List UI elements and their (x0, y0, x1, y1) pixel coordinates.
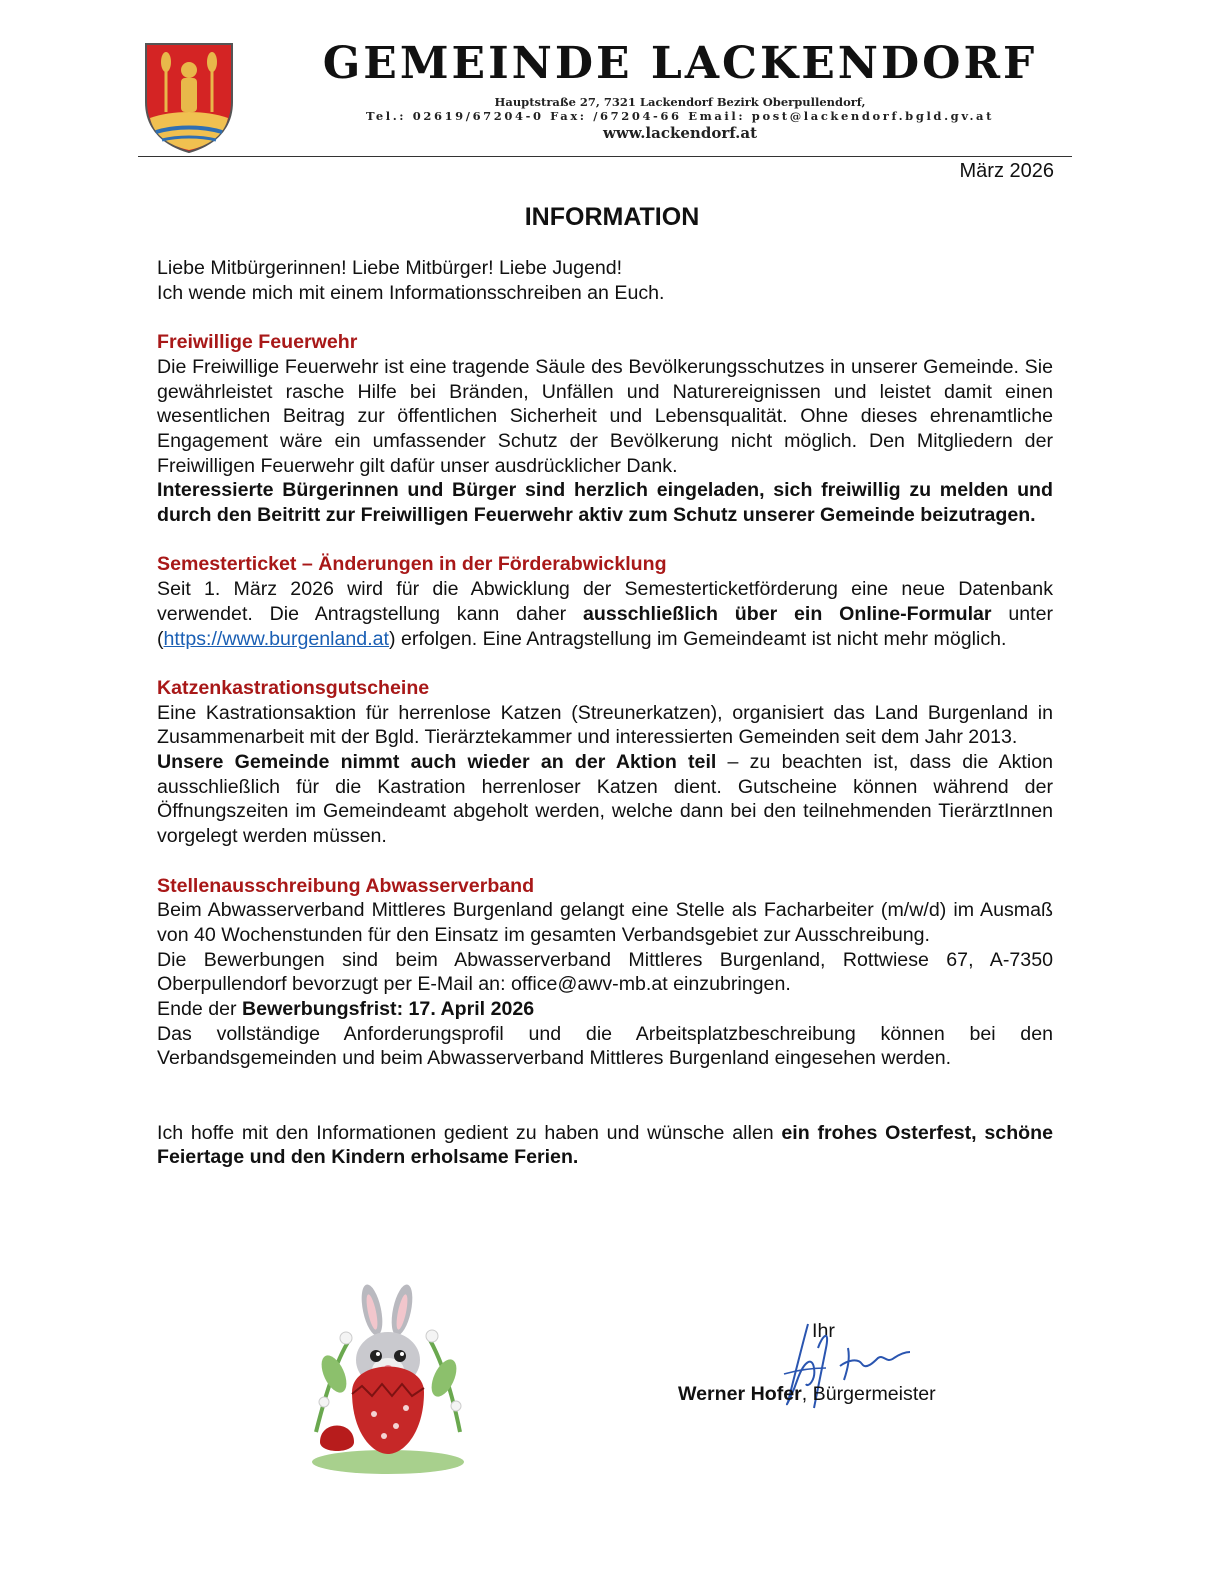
section-callout-feuerwehr: Interessierte Bürgerinnen und Bürger sind herzlich eingeladen, sich freiwillig zu melden und durch den Beitritt zur Freiwilligen Feuerwehr aktiv zum Schutz unserer Gemeinde beizutragen. (157, 479, 1053, 527)
section-text-abwasser-2: Die Bewerbungen sind beim Abwasserverband Mittleres Burgenland, Rottwiese 67, A-7350 Oberpullendorf bevorzugt per E-Mail an: office@awv-mb.at einzubringen. (157, 948, 1053, 996)
website-link[interactable]: www.lackendorf.at (602, 124, 758, 142)
text-span: Ich hoffe mit den Informationen gedient zu haben und wünsche allen (157, 1121, 782, 1144)
section-title-katzen: Katzenkastrationsgutscheine (157, 676, 430, 699)
section-text-abwasser-3: Das vollständige Anforderungsprofil und die Arbeitsplatzbeschreibung können bei den Verbandsgemeinden und beim Abwasserverband Mittleres Burgenland eingesehen werden. (157, 1022, 1053, 1070)
greeting-line: Ich wende mich mit einem Informationsschreiben an Euch. (157, 281, 665, 304)
greeting (157, 256, 1053, 305)
closing-paragraph (157, 1121, 1053, 1170)
text-span: unter ( (157, 602, 1053, 650)
section-text-katzen-2 (157, 750, 1053, 849)
greeting-line: Liebe Mitbürgerinnen! Liebe Mitbürger! Liebe Jugend! (157, 257, 623, 279)
bold-span: ausschließlich über ein Online-Formular (582, 602, 992, 625)
section-title-semesterticket: Semesterticket – Änderungen in der Förderabwicklung (157, 553, 667, 576)
section-text-semesterticket (157, 577, 1053, 651)
bold-span: Bewerbungsfrist: 17. April 2026 (241, 998, 535, 1021)
signature-salutation: Ihr (812, 1320, 835, 1342)
section-text-abwasser: Beim Abwasserverband Mittleres Burgenland gelangt eine Stelle als Facharbeiter (m/w/d) im Ausmaß von 40 Wochenstunden für den Einsatz im gesamten Verbandsgebiet zur Ausschreibung. (157, 899, 1053, 946)
address-line: Hauptstraße 27, 7321 Lackendorf Bezirk Oberpullendorf, (494, 95, 866, 109)
easter-bunny-egg-icon (296, 1282, 480, 1478)
letter-body (157, 256, 1053, 1170)
section-text-feuerwehr: Die Freiwillige Feuerwehr ist eine tragende Säule des Bevölkerungsschutzes in unserer Gemeinde. Sie gewährleistet rasche Hilfe bei Bränden, Unfällen und Naturereignissen und leistet damit einen wesentlichen Beitrag zur öffentlichen Sicherheit und Lebensqualität. Ohne dieses ehrenamtliche Engagement wäre ein umfassender Schutz der Bevölkerung nicht möglich. Den Mitgliedern der Freiwilligen Feuerwehr gilt dafür unser ausdrücklicher Dank. (157, 355, 1053, 477)
text-span: ) erfolgen. Eine Antragstellung im Gemeindeamt ist nicht mehr möglich. (389, 627, 1007, 650)
coat-of-arms-icon (142, 40, 236, 154)
document-date: März 2026 (959, 160, 1054, 182)
contact-line: Tel.: 02619/67204-0 Fax: /67204-66 Email: post@lackendorf.bgld.gv.at (365, 109, 995, 123)
burgenland-link[interactable]: https://www.burgenland.at (163, 627, 389, 650)
signatory-name: Werner Hofer (678, 1383, 802, 1405)
section-title-abwasser: Stellenausschreibung Abwasserverband (157, 874, 535, 897)
text-span: – zu beachten ist, dass die Aktion ausschließlich für die Kastration herrenloser Katzen dient. Gutscheine können während der Öffnungszeiten im Gemeindeamt abgeholt werden, welche dann bei den teilnehmenden TierärztInnen vorgelegt werden müssen. (157, 751, 1053, 848)
signatory (678, 1383, 936, 1406)
section-text-katzen: Eine Kastrationsaktion für herrenlose Katzen (Streunerkatzen), organisiert das Land Burgenland in Zusammenarbeit mit der Bgld. Tierärztekammer und interessierten Gemeinden seit dem Jahr 2013. (157, 701, 1053, 749)
org-name: GEMEINDE LACKENDORF (322, 38, 1038, 89)
signatory-title: , Bürgermeister (801, 1383, 936, 1405)
text-span: Ende der (157, 998, 242, 1021)
section-deadline (157, 997, 1053, 1022)
bold-span: Unsere Gemeinde nimmt auch wieder an der Aktion teil (157, 751, 717, 774)
section-title-feuerwehr: Freiwillige Feuerwehr (157, 331, 358, 354)
header-divider (138, 156, 1072, 157)
text-span: Seit 1. März 2026 wird für die Abwicklung der Semesterticketförderung eine neue Datenbank verwendet. Die Antragstellung kann daher (157, 578, 1053, 625)
bold-span: ein frohes Osterfest, schöne Feiertage und den Kindern erholsame Ferien. (157, 1121, 1053, 1169)
page-title: INFORMATION (524, 203, 700, 231)
